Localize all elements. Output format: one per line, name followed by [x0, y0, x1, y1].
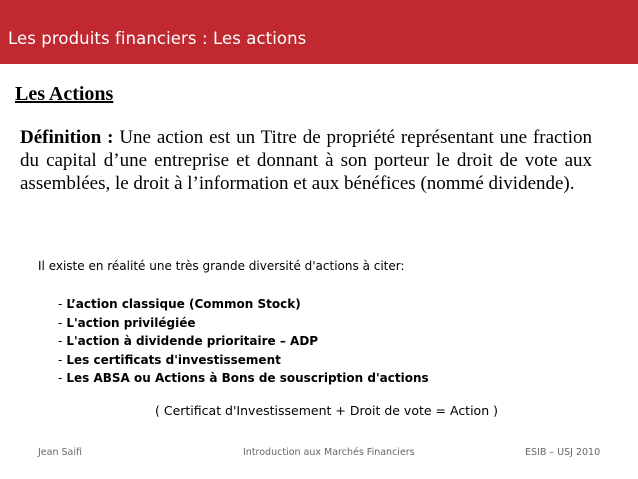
- bullet-dash: -: [58, 315, 63, 330]
- footer-school: ESIB – USJ 2010: [525, 447, 601, 458]
- footer-course: Introduction aux Marchés Financiers: [243, 447, 415, 458]
- list-item-label: L'action à dividende prioritaire – ADP: [66, 334, 319, 348]
- intro-text: Il existe en réalité une très grande diversité d'actions à citer:: [38, 259, 405, 273]
- list-item-label: Les certificats d'investissement: [66, 352, 281, 367]
- formula-text: ( Certificat d'Investissement + Droit de vote = Action ): [155, 403, 498, 418]
- bullet-dash: -: [58, 297, 63, 311]
- list-item-label: L'action privilégiée: [66, 315, 196, 330]
- definition-term: Définition :: [20, 127, 114, 148]
- definition-paragraph: [20, 126, 592, 195]
- action-types-list: [58, 295, 429, 388]
- bullet-dash: -: [58, 334, 63, 348]
- section-title: Les Actions: [15, 83, 114, 105]
- list-item: [58, 332, 429, 351]
- slide-title: Les produits financiers : Les actions: [8, 29, 307, 48]
- definition-text: Une action est un Titre de propriété représentant une fraction du capital d’une entreprise et donnant à son porteur le droit de vote aux assemblées, le droit à l’information et aux bénéfices (nommé dividende).: [20, 127, 592, 194]
- list-item-label: Les ABSA ou Actions à Bons de souscription d'actions: [66, 371, 429, 385]
- bullet-dash: -: [58, 371, 63, 385]
- list-item: [58, 295, 429, 314]
- footer-author: Jean Saifi: [38, 447, 82, 458]
- list-item: [58, 351, 429, 370]
- bullet-dash: -: [58, 352, 63, 367]
- header-bar: [0, 0, 638, 64]
- list-item-label: L’action classique (Common Stock): [66, 297, 301, 311]
- list-item: [58, 369, 429, 388]
- list-item: [58, 314, 429, 333]
